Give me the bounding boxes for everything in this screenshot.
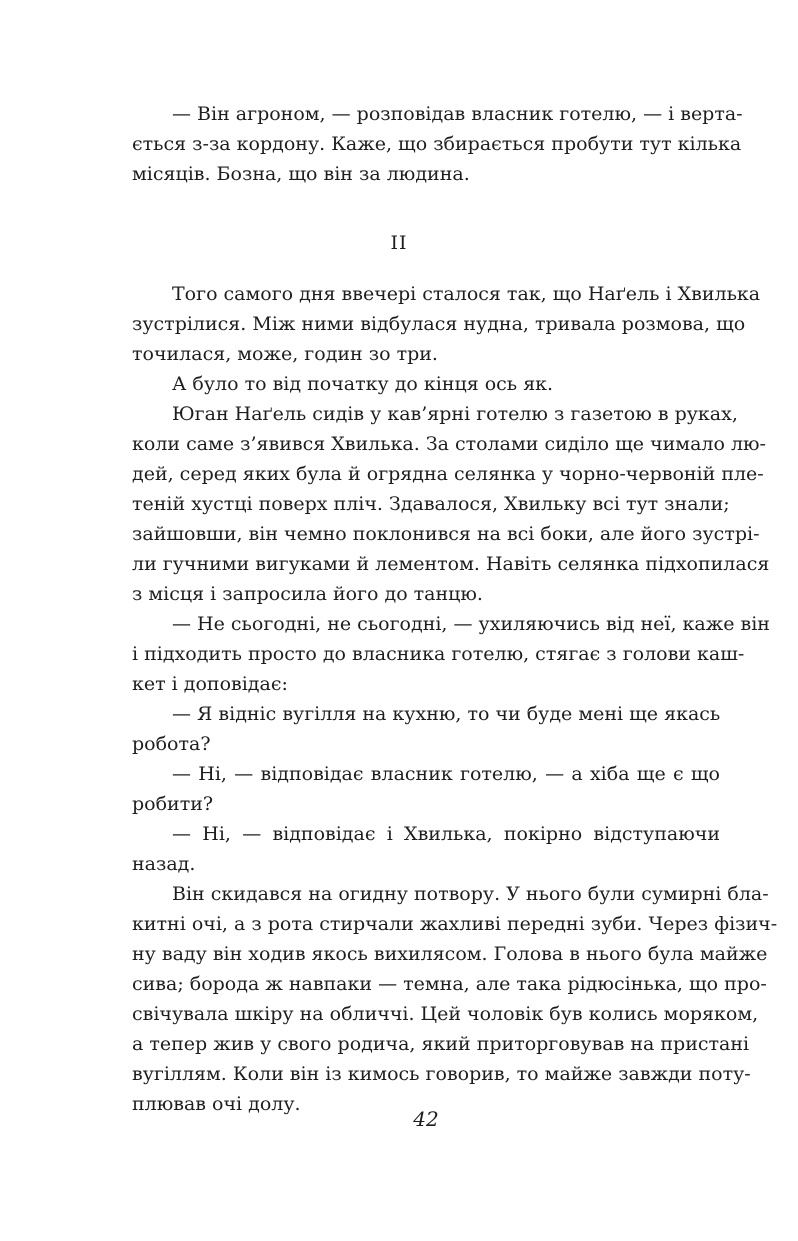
text-line: назад.: [132, 853, 196, 875]
text-line: а тепер жив у свого родича, який приторговував на пристані: [132, 1033, 750, 1055]
text-line: точилася, може, годин зо три.: [132, 343, 438, 365]
text-line: і підходить просто до власника готелю, стягає з голови каш-: [132, 643, 745, 665]
text-line: ється з-за кордону. Каже, що збирається пробути тут кілька: [132, 133, 742, 155]
text-line: свічувала шкіру на обличчі. Цей чоловік був колись моряком,: [132, 1003, 759, 1025]
text-line: — Я відніс вугілля на кухню, то чи буде мені ще якась: [172, 703, 721, 725]
text-line: місяців. Бозна, що він за людина.: [132, 163, 470, 185]
text-line: А було то від початку до кінця ось як.: [172, 373, 554, 395]
text-line: вугіллям. Коли він із кимось говорив, то майже завжди поту-: [132, 1063, 751, 1085]
text-line: робота?: [132, 733, 211, 755]
text-line: дей, серед яких була й огрядна селянка у чорно-червоній пле-: [132, 463, 764, 485]
text-line: робити?: [132, 793, 214, 815]
text-line: Того самого дня ввечері сталося так, що Наґель і Хвилька: [172, 283, 761, 305]
text-line: Юган Наґель сидів у кав’ярні готелю з газетою в руках,: [172, 403, 738, 425]
text-line: з місця і запросила його до танцю.: [132, 583, 483, 605]
page-number: 42: [413, 1107, 439, 1131]
text-line: Він скидався на огидну потвору. У нього були сумирні бла-: [172, 883, 769, 905]
main-text: [132, 279, 778, 1119]
text-line: сива; борода ж навпаки — темна, але така рідюсінька, що про-: [132, 973, 767, 995]
text-line: ли гучними вигуками й лементом. Навіть селянка підхопилася: [132, 553, 770, 575]
text-line: — Ні, — відповідає власник готелю, — а хіба ще є що: [172, 763, 720, 785]
text-line: плював очі долу.: [132, 1093, 301, 1115]
paragraph-intro: [132, 99, 743, 189]
text-line: ну ваду він ходив якось вихилясом. Голова в нього була майже: [132, 943, 768, 965]
text-line: китні очі, а з рота стирчали жахливі передні зуби. Через фізич-: [132, 913, 778, 935]
chapter-heading: II: [390, 232, 408, 254]
text-line: кет і доповідає:: [132, 673, 288, 695]
text-line: теній хустці поверх пліч. Здавалося, Хвильку всі тут знали;: [132, 493, 730, 515]
text-line: — Не сьогодні, не сьогодні, — ухиляючись від неї, каже він: [172, 613, 770, 635]
text-line: зустрілися. Між ними відбулася нудна, тривала розмова, що: [132, 313, 746, 335]
text-line: — Ні, — відповідає і Хвилька, покірно відступаючи: [172, 823, 720, 845]
text-line: зайшовши, він чемно поклонився на всі боки, але його зустрі-: [132, 523, 760, 545]
text-line: коли саме з’явився Хвилька. За столами сиділо ще чимало лю-: [132, 433, 766, 455]
text-line: — Він агроном, — розповідав власник готелю, — і верта-: [172, 103, 743, 125]
